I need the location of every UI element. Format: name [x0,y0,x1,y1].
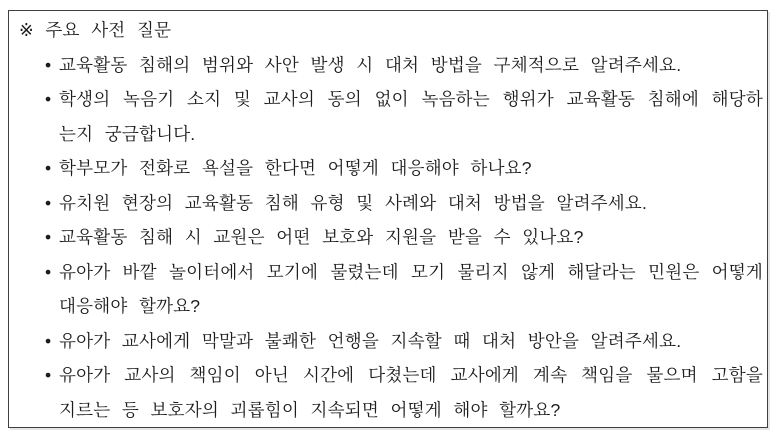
question-item [45,48,763,83]
bullet-icon: • [45,192,52,213]
question-text: 유아가 교사에게 막말과 불쾌한 언행을 지속할 때 대처 방안을 알려주세요. [59,330,682,351]
question-text: 학생의 녹음기 소지 및 교사의 동의 없이 녹음하는 행위가 교육활동 침해에 해당하는지 궁금합니다. [59,89,763,144]
question-text: 유치원 현장의 교육활동 침해 유형 및 사례와 대처 방법을 알려주세요. [59,192,648,213]
bullet-icon: • [45,89,52,109]
question-item [45,151,763,186]
bullet-icon: • [45,227,52,247]
panel-title: ※ 주요 사전 질문 [19,20,172,40]
question-item [45,358,763,427]
question-text: 교육활동 침해 시 교원은 어떤 보호와 지원을 받을 수 있나요? [59,227,584,247]
bullet-icon: • [45,365,52,385]
question-item [45,82,763,151]
question-item [45,255,763,324]
question-text: 유아가 바깥 놀이터에서 모기에 물렸는데 모기 물리지 않게 해달라는 민원은 어떻게 대응해야 할까요? [59,261,763,316]
question-item [45,220,763,255]
question-text: 학부모가 전화로 욕설을 한다면 어떻게 대응해야 하나요? [59,158,532,178]
question-text: 유아가 교사의 책임이 아닌 시간에 다쳤는데 교사에게 계속 책임을 물으며 고함을 지르는 등 보호자의 괴롭힘이 지속되면 어떻게 해야 할까요? [59,365,763,420]
question-item [45,324,763,359]
question-text: 교육활동 침해의 범위와 사안 발생 시 대처 방법을 구체적으로 알려주세요. [59,54,682,75]
bullet-icon: • [45,330,52,351]
bullet-icon: • [45,261,52,282]
question-list [19,48,763,428]
bullet-icon: • [45,54,52,75]
pre-questions-panel [8,10,768,428]
question-item [45,186,763,221]
bullet-icon: • [45,158,52,178]
